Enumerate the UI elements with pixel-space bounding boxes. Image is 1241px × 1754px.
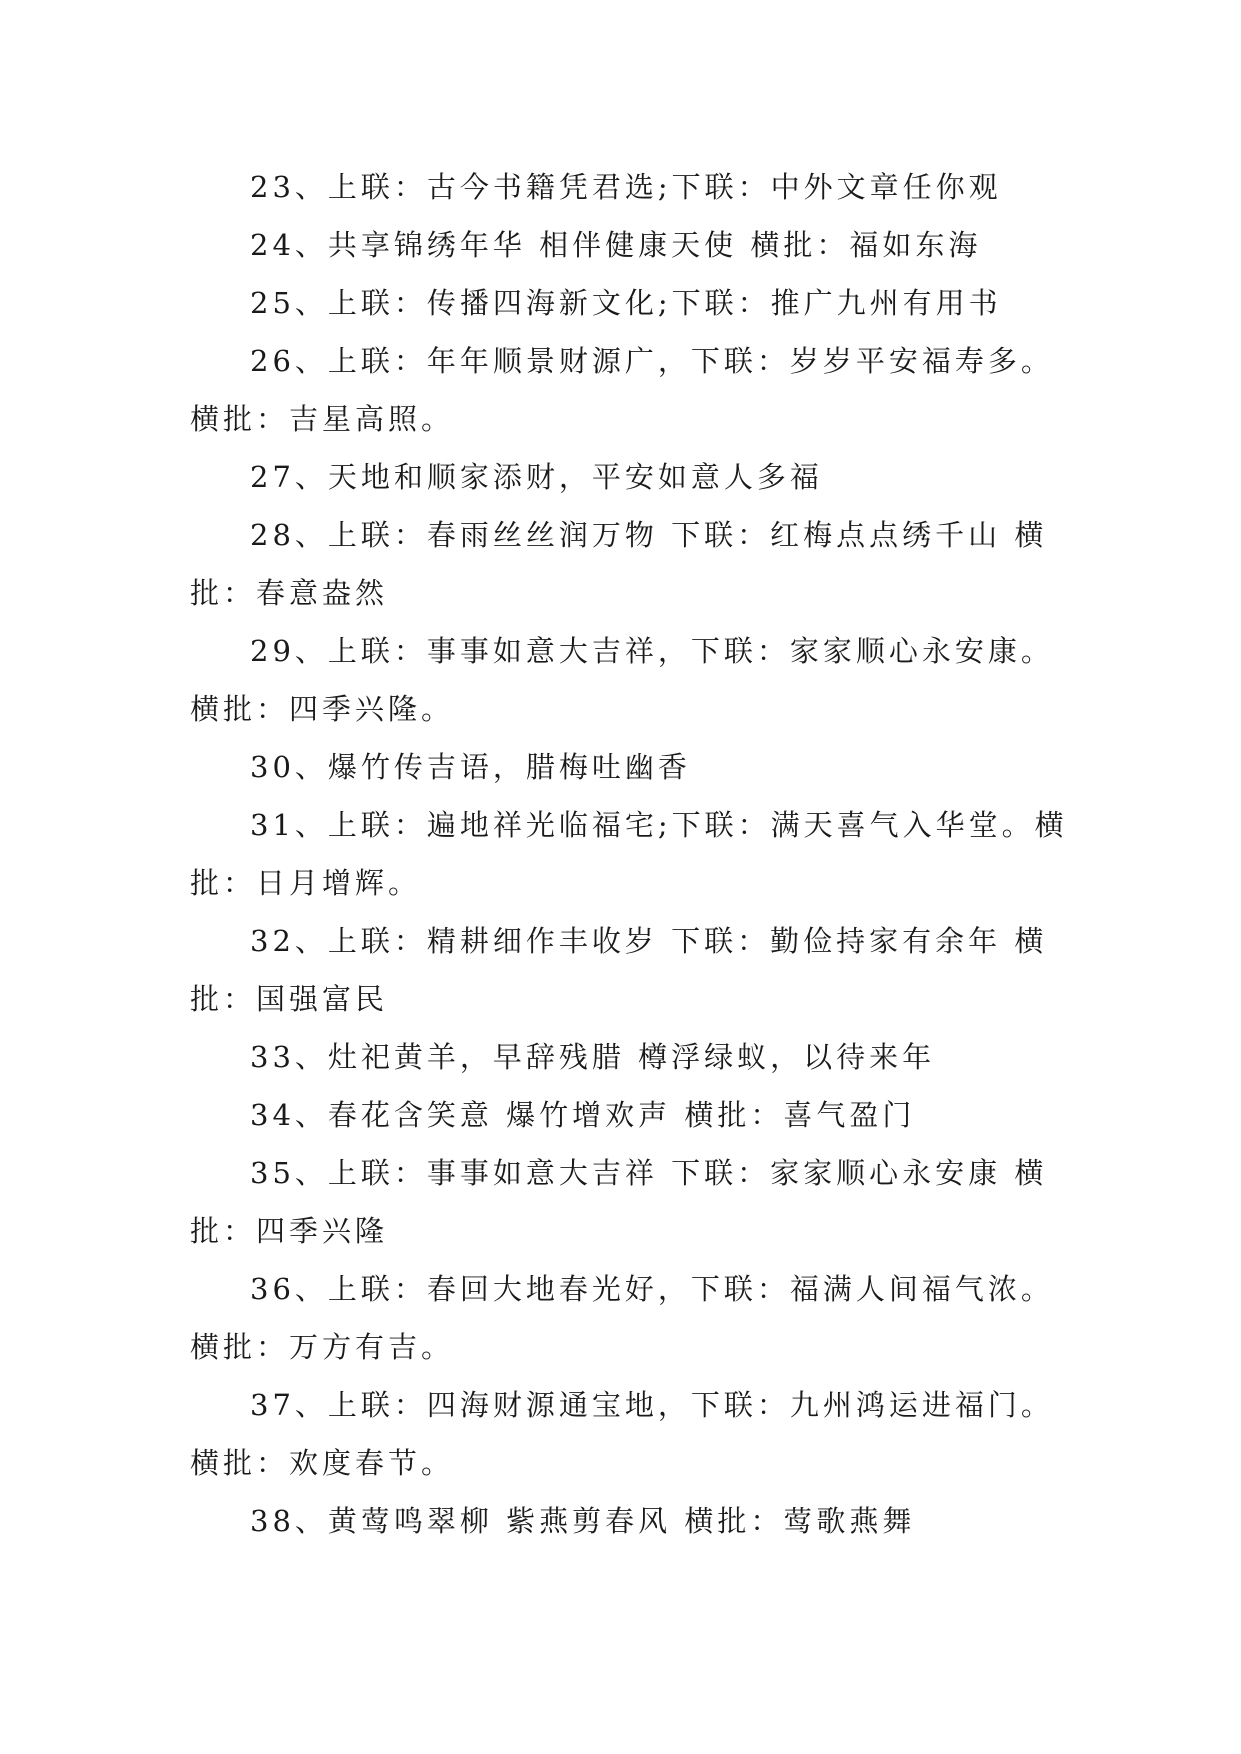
couplet-33: 33、灶祀黄羊，早辞残腊 樽浮绿蚁，以待来年 <box>250 1040 936 1074</box>
couplet-34: 34、春花含笑意 爆竹增欢声 横批：喜气盈门 <box>250 1098 916 1132</box>
couplet-26: 26、上联：年年顺景财源广，下联：岁岁平安福寿多。横批：吉星高照。 <box>190 344 1054 436</box>
couplet-27: 27、天地和顺家添财，平安如意人多福 <box>250 460 823 494</box>
couplet-28: 28、上联：春雨丝丝润万物 下联：红梅点点绣千山 横批：春意盎然 <box>190 518 1048 610</box>
couplet-36: 36、上联：春回大地春光好，下联：福满人间福气浓。横批：万方有吉。 <box>190 1272 1054 1364</box>
couplet-37: 37、上联：四海财源通宝地，下联：九州鸿运进福门。横批：欢度春节。 <box>190 1388 1054 1480</box>
couplet-list <box>190 158 1070 1550</box>
couplet-23: 23、上联：古今书籍凭君选;下联：中外文章任你观 <box>250 170 1002 204</box>
couplet-32: 32、上联：精耕细作丰收岁 下联：勤俭持家有余年 横批：国强富民 <box>190 924 1048 1016</box>
couplet-25: 25、上联：传播四海新文化;下联：推广九州有用书 <box>250 286 1002 320</box>
couplet-38: 38、黄莺鸣翠柳 紫燕剪春风 横批：莺歌燕舞 <box>250 1504 916 1538</box>
couplet-24: 24、共享锦绣年华 相伴健康天使 横批：福如东海 <box>250 228 982 262</box>
couplet-30: 30、爆竹传吉语，腊梅吐幽香 <box>250 750 691 784</box>
couplet-29: 29、上联：事事如意大吉祥，下联：家家顺心永安康。横批：四季兴隆。 <box>190 634 1054 726</box>
couplet-35: 35、上联：事事如意大吉祥 下联：家家顺心永安康 横批：四季兴隆 <box>190 1156 1048 1248</box>
couplet-31: 31、上联：遍地祥光临福宅;下联：满天喜气入华堂。横批：日月增辉。 <box>190 808 1068 900</box>
